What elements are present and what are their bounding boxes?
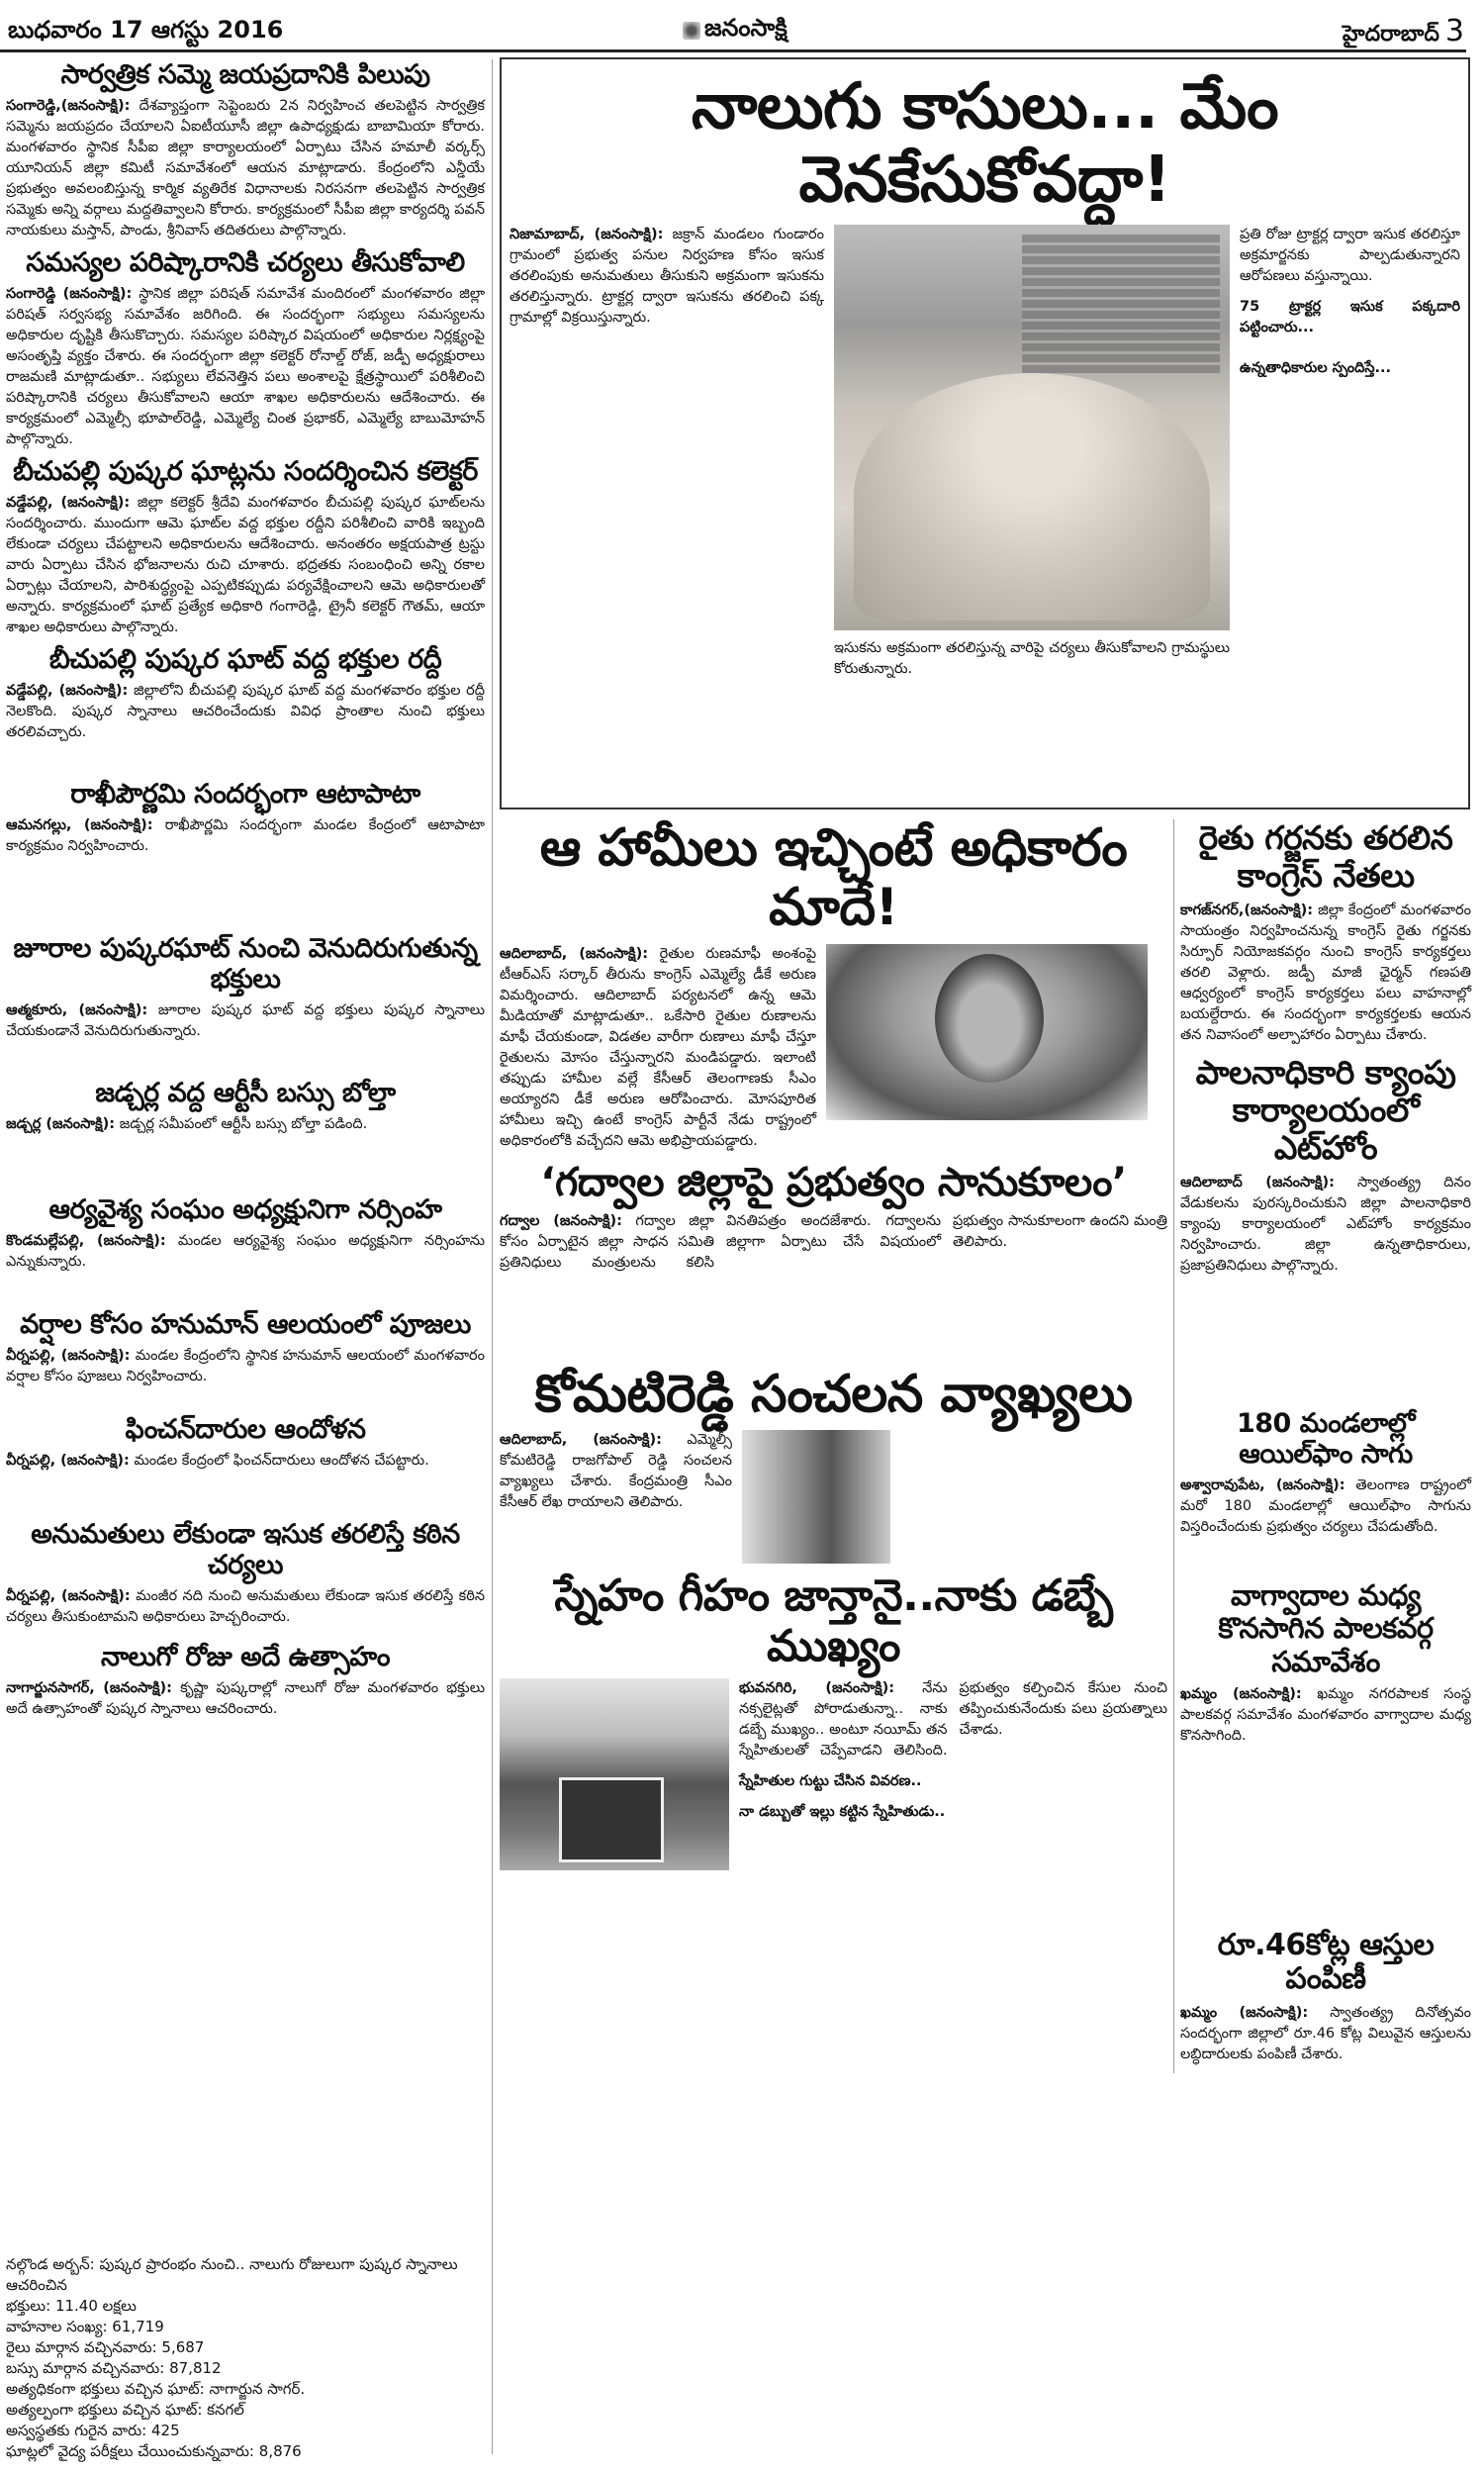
dateline: వీర్నపల్లి, (జనంసాక్షి): bbox=[6, 1588, 131, 1605]
headline: కోమటిరెడ్డి సంచలన వ్యాఖ్యలు bbox=[534, 1364, 1133, 1424]
edition-info bbox=[1343, 14, 1464, 51]
article-body: జిల్లాలోని బీచుపల్లి పుష్కర ఘాట్ వద్ద మంగళవారం భక్తుల రద్దీ నెలకొంది. పుష్కర స్నానాలు ఆచరించేందుకు వివిధ ప్రాంతాల నుంచి భక్తులు తరలివచ్చారు. bbox=[6, 683, 486, 741]
headline: జడ్చర్ల వద్ద ఆర్టీసీ బస్సు బోల్తా bbox=[95, 1078, 396, 1109]
dateline: ఆదిలాబాద్ (జనంసాక్షి): bbox=[1180, 1174, 1335, 1190]
headline: స్నేహం గీహం జాన్తానై..నాకు డబ్బే ముఖ్యం bbox=[554, 1570, 1113, 1671]
article-body: ఇసుకను అక్రమంగా తరలిస్తున్న వారిపై చర్యలు తీసుకోవాలని గ్రామస్థులు కోరుతున్నారు. bbox=[834, 640, 1230, 678]
top-story-col-middle bbox=[834, 225, 1230, 680]
stat-row bbox=[6, 2400, 485, 2421]
article-beechupalli-rush bbox=[6, 644, 485, 773]
main-area bbox=[500, 57, 1470, 2073]
headline: ఆ హామీలు ఇచ్చింటే అధికారం మాదే! bbox=[539, 818, 1128, 937]
stat-value: కనగల్ bbox=[207, 2401, 244, 2420]
dateline: భువనగిరి, (జనంసాక్షి): bbox=[739, 1679, 895, 1696]
left-column bbox=[6, 59, 485, 2468]
article-pension-protest bbox=[6, 1414, 485, 1513]
dateline: ఖమ్మం (జనంసాక్షి): bbox=[1180, 1685, 1302, 1702]
article-body: రైతుల రుణమాఫీ అంశంపై టీఆర్‌ఎస్ సర్కార్ తీరును కాంగ్రెస్ ఎమ్మెల్యే డీకే అరుణ విమర్శించారు. ఆదిలాబాద్ పర్యటనలో ఉన్న ఆమె మీడియాతో మాట్లాడుతూ.. ఒకేసారి రైతుల రుణాలను మాఫీ చేయకుండా, విడతల వారీగా రుణాలు మాఫీ చేస్తూ రైతులను మోసం చేస్తున్నారని మండిపడ్డారు. ఇలాంటి తప్పుడు హామీల వల్లే కేసీఆర్ తెలంగాణకు సీఎం అయ్యారని డీకే అరుణ ఆరోపించారు. మోసపూరిత హామీలు ఇచ్చి ఉంటే కాంగ్రెస్ పార్టీనే నేడు రాష్ట్రంలో అధికారంలోకి వచ్చేదని ఆమె అభిప్రాయపడ్డారు. bbox=[500, 945, 817, 1149]
article-body: స్థానిక జిల్లా పరిషత్ సమావేశ మందిరంలో మంగళవారం జిల్లా పరిషత్ సర్వసభ్య సమావేశం జరిగింది. ఈ సందర్భంగా సభ్యులు సమస్యలను అధికారుల దృష్టికి తీసుకొచ్చారు. సమస్యల పరిష్కార విషయంలో అధికారుల నిర్లక్ష్యంపై అసంతృప్తి వ్యక్తం చేశారు. ఈ సందర్భంగా జిల్లా కలెక్టర్ రోనాల్డ్ రోజ్, జడ్పీ అధ్యక్షురాలు రాజమణి మాట్లాడుతూ.. సభ్యులు లేవనెత్తిన పలు అంశాలపై క్షేత్రస్థాయిలో పరిశీలించి పరిష్కారానికి చర్యలు తీసుకోవాలని ఆయా శాఖల అధికారులను ఆదేశించారు. ఈ కార్యక్రమంలో ఎమ్మెల్సీ భూపాల్‌రెడ్డి, ఎమ్మెల్యే చింత ప్రభాకర్, ఎమ్మెల్యే బాబుమోహన్ పాల్గొన్నారు. bbox=[6, 286, 485, 448]
article-top-story bbox=[500, 57, 1470, 809]
article-body: నేను నక్సలైట్లతో పోరాడుతున్నా.. నాకు డబ్బే ముఖ్యం.. అంటూ నయీమ్ తన స్నేహితులతో చెప్పేవాడని తెలిసింది. ప్రభుత్వం కల్పించిన కేసుల నుంచి తప్పించుకునేందుకు పలు ప్రయత్నాలు చేశాడు. bbox=[739, 1679, 1167, 1759]
article-body: ప్రతి రోజు ట్రాక్టర్ల ద్వారా ఇసుక తరలిస్తూ అక్రమార్జనకు పాల్పడుతున్నారని ఆరోపణలు వస్తున్నాయి. bbox=[1240, 227, 1460, 285]
article-oil-palm bbox=[1180, 1408, 1471, 1571]
top-story-col-left bbox=[510, 225, 824, 329]
article-body: స్వాతంత్య్ర దినోత్సవం సందర్భంగా జిల్లాలో రూ.46 కోట్ల విలువైన ఆస్తులను లబ్ధిదారులకు పంపిణీ చేశారు. bbox=[1180, 2004, 1472, 2062]
subhead: ఉన్నతాధికారుల స్పందిస్తే... bbox=[1240, 360, 1392, 377]
dateline: వీర్నపల్లి, (జనంసాక్షి): bbox=[6, 1348, 131, 1365]
portrait-face bbox=[935, 954, 1044, 1083]
article-body: జిల్లా కేంద్రంలో మంగళవారం సాయంత్రం నిర్వహించనున్న కాంగ్రెస్ రైతు గర్జనకు సిర్పూర్ నియోజకవర్గం నుంచి కాంగ్రెస్ కార్యకర్తలు తరలి వెళ్లారు. జడ్పీ మాజీ ఛైర్మన్ గణపతి ఆధ్వర్యంలో కాంగ్రెస్ కార్యకర్తలు పలు వాహనాల్లో బయల్దేరారు. ఈ సందర్భంగా కార్యకర్తలకు ఆయన తన నివాసంలో అల్పాహారం ఏర్పాటు చేశారు. bbox=[1180, 902, 1472, 1043]
paper-name: జనంసాక్షి bbox=[704, 14, 788, 42]
stat-value: 61,719 bbox=[112, 2318, 164, 2336]
dateline: ఆదిలాబాద్, (జనంసాక్షి): bbox=[500, 945, 649, 962]
headline: సమస్యల పరిష్కారానికి చర్యలు తీసుకోవాలి bbox=[26, 247, 465, 279]
pushkar-stats bbox=[6, 2254, 485, 2462]
column-divider bbox=[492, 59, 493, 2454]
subhead: నా డబ్బుతో ఇల్లు కట్టిన స్నేహితుడు.. bbox=[739, 1803, 946, 1820]
headline: రాఖీపౌర్ణమి సందర్భంగా ఆటాపాటా bbox=[70, 779, 420, 810]
dk-aruna-photo bbox=[826, 944, 1148, 1120]
stats-list bbox=[6, 2296, 485, 2462]
article-body: స్వాతంత్య్ర దినం వేడుకలను పురస్కరించుకుని జిల్లా పాలనాధికారి క్యాంపు కార్యాలయంలో ఎట్‌హోం కార్యక్రమం నిర్వహించారు. జిల్లా ఉన్నతాధికారులు, ప్రజాప్రతినిధులు పాల్గొన్నారు. bbox=[1180, 1174, 1471, 1274]
article-assets-distribution bbox=[1180, 1929, 1471, 2065]
logo-mark-icon bbox=[683, 22, 700, 40]
stat-row bbox=[6, 2379, 485, 2400]
brick-stack-image bbox=[1022, 235, 1220, 373]
headline: బీచుపల్లి పుష్కర ఘాట్లను సందర్శించిన కలెక్టర్ bbox=[13, 456, 478, 488]
dateline: సంగారెడ్డి,(జనంసాక్షి): bbox=[6, 98, 131, 115]
headline: రైతు గర్జనకు తరలిన కాంగ్రెస్ నేతలు bbox=[1198, 818, 1453, 895]
dateline: సంగారెడ్డి (జనంసాక్షి): bbox=[6, 286, 133, 303]
headline: వాగ్వాదాల మధ్య కొనసాగిన పాలకవర్గ సమావేశం bbox=[1218, 1577, 1434, 1678]
stat-row bbox=[6, 2421, 485, 2441]
stat-label: అత్యధికంగా భక్తులు వచ్చిన ఘాట్: bbox=[6, 2380, 205, 2399]
stat-row bbox=[6, 2317, 485, 2337]
headline: సార్వత్రిక సమ్మె జయప్రదానికి పిలుపు bbox=[60, 59, 430, 90]
article-body: జక్రాన్ మండలం గుండారం గ్రామంలో ప్రభుత్వ పనుల నిర్వహణ కోసం ఇసుక తరలింపుకు అనుమతులు తీసుకుని అక్రమంగా ఇసుకను తరలిస్తున్నారు. ట్రాక్టర్ల ద్వారా ఇసుకను తరలించి పక్క గ్రామాల్లో విక్రయిస్తున్నారు. bbox=[510, 227, 824, 327]
stat-label: బస్సు మార్గాన వచ్చినవారు: bbox=[6, 2359, 165, 2378]
headline: అనుమతులు లేకుండా ఇసుక తరలిస్తే కఠిన చర్యలు bbox=[31, 1519, 460, 1581]
top-story-col-right bbox=[1240, 225, 1460, 379]
stat-value: 5,687 bbox=[161, 2338, 205, 2357]
issue-date: బుధవారం 17 ఆగస్టు 2016 bbox=[8, 16, 284, 44]
dateline: ఆదిలాబాద్, (జనంసాక్షి): bbox=[500, 1432, 662, 1449]
article-body: రాఖీపౌర్ణమి సందర్భంగా మండల కేంద్రంలో ఆటాపాటా కార్యక్రమం నిర్వహించారు. bbox=[6, 817, 485, 855]
article-hamilu bbox=[500, 819, 1167, 1152]
stat-value: నాగార్జున సాగర్. bbox=[209, 2380, 306, 2399]
stat-label: అస్వస్థతకు గురైన వారు: bbox=[6, 2422, 147, 2440]
headline: ‘గద్వాల జిల్లాపై ప్రభుత్వం సానుకూలం’ bbox=[540, 1159, 1127, 1205]
dateline: వడ్డేపల్లి, (జనంసాక్షి): bbox=[6, 495, 131, 512]
stat-value: 87,812 bbox=[169, 2359, 222, 2378]
stats-title: నల్గొండ అర్బన్: bbox=[6, 2255, 95, 2274]
article-aryavysya bbox=[6, 1194, 485, 1303]
article-body: కృష్ణా పుష్కరాల్లో నాలుగో రోజు మంగళవారం భక్తులు అదే ఉత్సాహంతో పుష్కర స్నానాలు ఆచరించారు. bbox=[6, 1680, 486, 1718]
dateline: నిజామాబాద్, (జనంసాక్షి): bbox=[510, 227, 664, 243]
inset-photo bbox=[559, 1777, 664, 1862]
sand-heap-photo bbox=[834, 225, 1230, 630]
dateline: నాగార్జునసాగర్, (జనంసాక్షి): bbox=[6, 1680, 172, 1697]
article-gadwal bbox=[500, 1160, 1167, 1358]
dateline: ఖమ్మం (జనంసాక్షి): bbox=[1180, 2004, 1309, 2021]
dateline: వీర్నపల్లి, (జనంసాక్షి): bbox=[6, 1453, 130, 1470]
stat-row bbox=[6, 2358, 485, 2379]
dateline: గద్వాల (జనంసాక్షి): bbox=[500, 1212, 622, 1229]
article-body: మండల ఆర్యవైశ్య సంఘం అధ్యక్షునిగా నర్సింహను ఎన్నుకున్నారు. bbox=[6, 1233, 485, 1271]
headline: పాలనాధికారి క్యాంపు కార్యాలయంలో ఎట్‌హోం bbox=[1195, 1052, 1456, 1167]
stat-row bbox=[6, 2441, 485, 2462]
dateline: ఆత్మకూరు, (జనంసాక్షి): bbox=[6, 1002, 148, 1019]
article-body: జిల్లా కలెక్టర్ శ్రీదేవి మంగళవారం బీచుపల్లి పుష్కర ఘాట్‌లను సందర్శించారు. ముందుగా ఆమె ఘాట్‌ల వద్ద భక్తుల రద్దీని పరిశీలించి వారికి ఇబ్బంది లేకుండా చర్యలు చేపట్టాలని అధికారులను ఆదేశించారు. అనంతరం అక్షయపాత్ర ట్రస్టు వారు ఏర్పాటు చేసిన భోజనాలను రుచి చూశారు. భద్రతకు సంబంధించి అన్ని రకాల ఏర్పాట్లు చేయాలని, పారిశుద్ధ్యంపై ఎప్పటికప్పుడు పర్యవేక్షించాలని ఆమె అధికారులతో అన్నారు. కార్యక్రమంలో ఘాట్ ప్రత్యేక అధికారి గంగారెడ్డి, ట్రైనీ కలెక్టర్ గౌతమ్, ఆయా శాఖల అధికారులు పాల్గొన్నారు. bbox=[6, 495, 486, 636]
dateline: వడ్డేపల్లి, (జనంసాక్షి): bbox=[6, 683, 129, 700]
article-body: గద్వాల జిల్లా కోసం ఏర్పాటైన జిల్లా సాధన సమితి ప్రతినిధులు మంత్రులను కలిసి వినతిపత్రం అందజేశారు. గద్వాలను జిల్లాగా ఏర్పాటు చేసే విషయంలో ప్రభుత్వం సానుకూలంగా ఉందని మంత్రి తెలిపారు. bbox=[500, 1212, 1167, 1271]
stats-intro: పుష్కర ప్రారంభం నుంచి.. నాలుగు రోజులుగా పుష్కర స్నానాలు ఆచరించిన bbox=[6, 2255, 458, 2295]
dateline: కాగజ్‌నగర్,(జనంసాక్షి): bbox=[1180, 902, 1314, 918]
stat-row bbox=[6, 2296, 485, 2317]
article-sand-action bbox=[6, 1519, 485, 1636]
stat-value: 8,876 bbox=[258, 2442, 302, 2461]
stat-label: భక్తులు: bbox=[6, 2297, 51, 2316]
article-body: మండల కేంద్రంలో ఫించన్‌దారులు ఆందోళన చేపట్టారు. bbox=[134, 1453, 429, 1470]
dateline: ఆమనగల్లు, (జనంసాక్షి): bbox=[6, 817, 153, 834]
headline: ఆర్యవైశ్య సంఘం అధ్యక్షునిగా నర్సింహ bbox=[48, 1194, 442, 1226]
article-body: జడ్చర్ల సమీపంలో ఆర్టీసీ బస్సు బోల్తా పడింది. bbox=[119, 1116, 368, 1133]
headline: వర్షాల కోసం హనుమాన్ ఆలయంలో పూజలు bbox=[20, 1309, 471, 1341]
group-photo bbox=[500, 1678, 729, 1870]
stat-value: 425 bbox=[151, 2422, 180, 2440]
article-body: మండల కేంద్రంలోని స్థానిక హనుమాన్ ఆలయంలో మంగళవారం వర్షాల కోసం పూజలు నిర్వహించారు. bbox=[6, 1348, 485, 1385]
article-council-meeting bbox=[1180, 1579, 1471, 1921]
right-column bbox=[1173, 819, 1471, 2073]
stat-label: ఘాట్లలో వైద్య పరీక్షలు చేయించుకున్నవారు: bbox=[6, 2442, 254, 2461]
stat-label: రైలు మార్గాన వచ్చినవారు: bbox=[6, 2338, 157, 2357]
paper-logo bbox=[683, 14, 788, 48]
stat-value: 11.40 లక్షలు bbox=[54, 2297, 137, 2316]
headline: జూరాల పుష్కరఘాట్ నుంచి వెనుదిరుగుతున్న భక్తులు bbox=[13, 933, 478, 996]
article-sarvatrika bbox=[6, 59, 485, 241]
article-at-home bbox=[1180, 1054, 1471, 1400]
sand-pile-image bbox=[854, 373, 1210, 620]
stat-label: వాహనాల సంఖ్య: bbox=[6, 2318, 108, 2336]
komatireddy-photo bbox=[742, 1430, 890, 1564]
dateline: కొండమల్లేపల్లి, (జనంసాక్షి): bbox=[6, 1233, 166, 1250]
headline: ఫించన్‌దారుల ఆందోళన bbox=[125, 1414, 366, 1446]
stat-label: అత్యల్పంగా భక్తులు వచ్చిన ఘాట్: bbox=[6, 2401, 203, 2420]
article-sneham bbox=[500, 1571, 1167, 1869]
article-body: మంజీర నది నుంచి అనుమతులు లేకుండా ఇసుక తరలిస్తే కఠిన చర్యలు తీసుకుంటామని అధికారులు హెచ్చరించారు. bbox=[6, 1588, 485, 1626]
article-samasyala bbox=[6, 247, 485, 450]
article-beechupalli-collector bbox=[6, 456, 485, 638]
masthead bbox=[0, 0, 1484, 49]
article-raitu-garjana bbox=[1180, 819, 1471, 1046]
article-body: తెలంగాణ రాష్ట్రంలో మరో 180 మండలాల్లో ఆయిల్‌ఫాం సాగును విస్తరించేందుకు ప్రభుత్వం చర్యలు చేపడుతోంది. bbox=[1180, 1476, 1471, 1535]
article-body: జూరాల పుష్కర ఘాట్ వద్ద భక్తులు పుష్కర స్నానాలు చేయకుండానే వెనుదిరుగుతున్నారు. bbox=[6, 1002, 485, 1040]
stat-row bbox=[6, 2337, 485, 2358]
subhead: స్నేహితుల గుట్టు చేసిన వివరణ.. bbox=[739, 1772, 922, 1789]
article-komatireddy bbox=[500, 1366, 1167, 1565]
middle-column bbox=[500, 819, 1167, 2073]
article-body: ఖమ్మం నగరపాలక సంస్థ పాలకవర్గ సమావేశం మంగళవారం వాగ్వాదాల మధ్య కొనసాగింది. bbox=[1180, 1685, 1472, 1744]
edition-city: హైదరాబాద్ bbox=[1342, 22, 1439, 47]
headline: రూ.46కోట్ల ఆస్తుల పంపిణీ bbox=[1217, 1927, 1435, 1997]
headline: బీచుపల్లి పుష్కర ఘాట్ వద్ద భక్తుల రద్దీ bbox=[48, 644, 442, 676]
headline: నాలుగు కాసులు... మేం వెనకేసుకోవద్దా! bbox=[691, 70, 1279, 217]
headline: నాలుగో రోజు అదే ఉత్సాహం bbox=[100, 1642, 391, 1673]
article-body: ఎమ్మెల్సీ కోమటిరెడ్డి రాజగోపాల్ రెడ్డి సంచలన వ్యాఖ్యలు చేశారు. కేంద్రమంత్రి సీఎం కేసీఆర్‌ లేఖ రాయాలని తెలిపారు. bbox=[500, 1432, 732, 1511]
masthead-rule bbox=[0, 49, 1466, 52]
subhead: 75 ట్రాక్టర్ల ఇసుక పక్కదారి పట్టించారు... bbox=[1240, 299, 1460, 336]
article-bus-accident bbox=[6, 1078, 485, 1189]
article-fourth-day bbox=[6, 1642, 485, 2462]
article-body: దేశవ్యాప్తంగా సెప్టెంబరు 2న నిర్వహించ తలపెట్టిన సార్వత్రిక సమ్మెను జయప్రదం చేయాలని ఏఐటీయూసీ జిల్లా ఉపాధ్యక్షుడు బాబామియా కోరారు. మంగళవారం స్థానిక సీపీఐ జిల్లా కార్యాలయంలో ఏర్పాటు చేసిన హమాలీ వర్కర్స్ యూనియన్ జిల్లా కమిటీ సమావేశంలో ఆయన మాట్లాడారు. కేంద్రంలోని ఎన్డీయే ప్రభుత్వం అవలంబిస్తున్న కార్మిక వ్యతిరేక విధానాలకు నిరసనగా తలపెట్టిన సార్వత్రిక సమ్మెకు అన్ని వర్గాలు మద్దతివ్వాలని కోరారు. కార్యక్రమంలో సీపీఐ జిల్లా కార్యదర్శి పవన్ నాయకులు మస్తాన్, పాండు, శ్రీనివాస్ తదితరులు పాల్గొన్నారు. bbox=[6, 98, 486, 239]
page-number: 3 bbox=[1444, 14, 1464, 48]
headline: 180 మండలాల్లో ఆయిల్‌ఫాం సాగు bbox=[1236, 1407, 1416, 1470]
dateline: అశ్వారావుపేట, (జనంసాక్షి): bbox=[1180, 1476, 1345, 1493]
article-hanuman-puja bbox=[6, 1309, 485, 1408]
dateline: జడ్చర్ల (జనంసాక్షి): bbox=[6, 1116, 116, 1133]
article-rakhi bbox=[6, 779, 485, 927]
article-jurala bbox=[6, 933, 485, 1072]
